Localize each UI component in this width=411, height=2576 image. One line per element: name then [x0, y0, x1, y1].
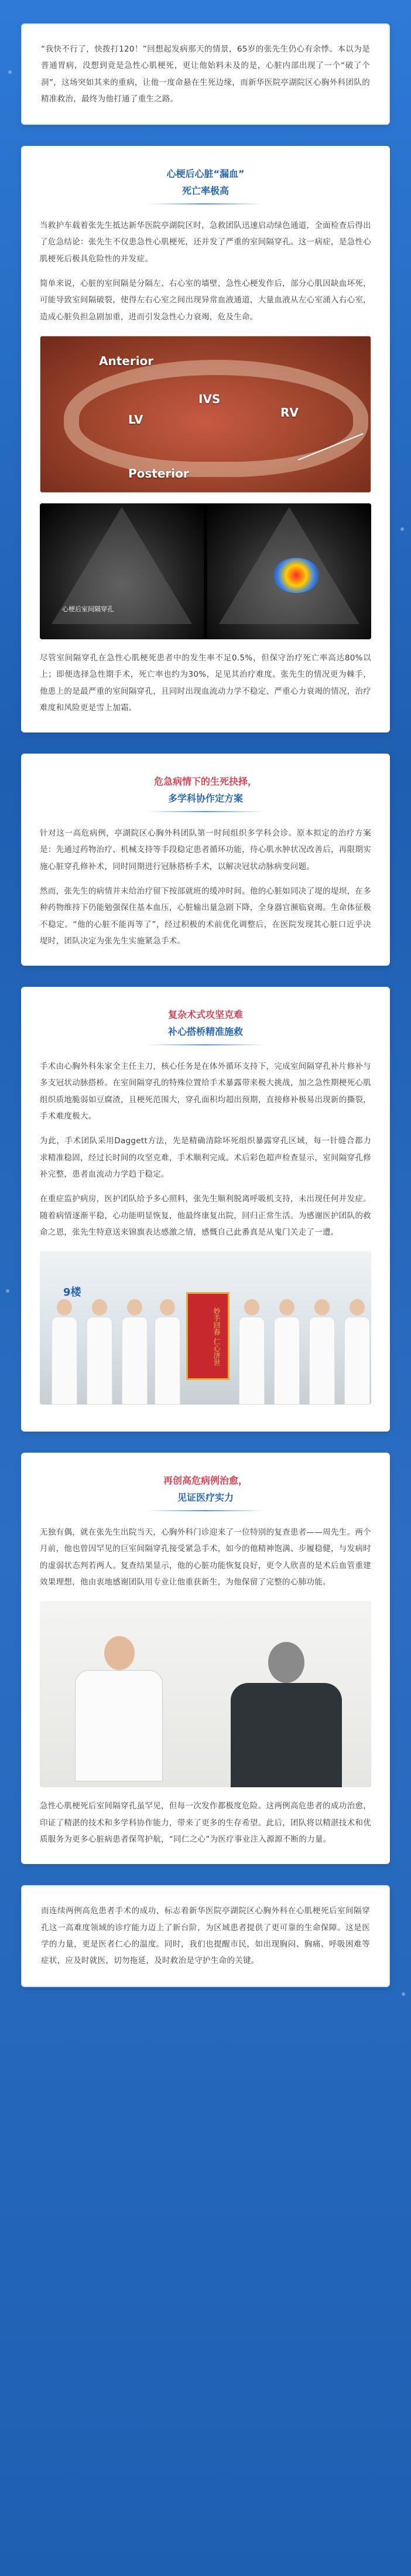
person-figure [239, 1299, 265, 1405]
section-heading-line2: 补心搭桥精准施救 [167, 1026, 243, 1038]
echo-caption: 心梗后室间隔穿孔 [62, 605, 114, 614]
intro-card [21, 23, 390, 125]
heading-underline [147, 1510, 264, 1511]
body-paragraph: 然而，张先生的病情并未给治疗留下按部就班的缓冲时间。他的心脏如同决了堤的堤坝，在多种药物维持下仍能勉强保住基本血压，心脏输出量急剧下降，全身器官濒临衰竭。生命体征极不稳定。“他的心脏不能再等了”，经过积极的术前优化调整后，在医院发现其心脏口近乎决堤时，团队决定为张先生实施紧急手术。 [40, 887, 371, 946]
heart-wall-shape [64, 360, 368, 477]
person-figure [52, 1299, 77, 1405]
decor-dot [6, 1289, 9, 1293]
section-heading-line2: 死亡率极高 [181, 185, 229, 197]
section-heading [40, 166, 371, 205]
echocardiogram-image [40, 503, 371, 639]
section-heading-line1: 复杂术式攻坚克难 [167, 1009, 243, 1021]
section-heading-line1: 心梗后心脏“漏血” [166, 168, 245, 180]
silk-banner: 妙手回春 仁心济世 [186, 1292, 230, 1380]
body-paragraph: 针对这一高危病例，亭湖院区心胸外科团队第一时间组织多学科会诊。原本拟定的治疗方案是：先通过药物治疗、机械支持等手段稳定患者循环功能，待心肌水肿状况改善后，再限期实施心脏穿孔修补术，同时同期进行冠脉搭桥手术，以解决冠状动脉病变问题。 [40, 829, 371, 871]
section-heading [40, 1473, 371, 1511]
section-heading-line1: 再创高危病例治愈， [163, 1475, 248, 1487]
body-paragraph: 当救护车载着张先生抵达新华医院亭湖院区时，急救团队迅速启动绿色通道，全面检查后得出了危急结论：张先生不仅患急性心肌梗死，还并发了严重的室间隔穿孔。这一病症，是急性心肌梗死后极具危险性的并发症。 [40, 220, 371, 264]
label-posterior: Posterior [128, 466, 189, 481]
section-heading [40, 774, 371, 812]
label-rv: RV [280, 406, 299, 420]
section-complex-surgery [21, 987, 390, 1432]
label-anterior: Anterior [99, 354, 154, 369]
section-mi-septal-rupture [21, 146, 390, 732]
body-paragraph: 为此，手术团队采用Daggett方法，先是精确清除坏死组织暴露穿孔区域，每一针缝合都力求精准稳固，经过长时间的攻坚克难，手术顺利完成。术后彩色超声检查显示，室间隔穿孔修补完整，患者血流动力学趋于稳定。 [40, 1136, 371, 1180]
echo-grayscale-panel [40, 503, 204, 639]
person-figure [122, 1299, 148, 1405]
heading-underline [147, 203, 264, 205]
patient-figure [231, 1642, 342, 1787]
body-paragraph: 简单来说，心脏的室间隔是分隔左、右心室的墙壁，急性心梗发作后，部分心肌因缺血坏死，可能导致室间隔破裂，使得左右心室之间出现异常血液通道，大量血液从左心室涌入右心室，造成心脏负担急剧加重，进而引发急性心力衰竭，危及生命。 [40, 279, 371, 322]
section-heading-line2: 多学科协作定方案 [167, 793, 243, 805]
heading-underline [147, 1044, 264, 1045]
heart-cross-section-image [40, 336, 371, 493]
section-heading-line1: 危急病情下的生死抉择， [153, 776, 257, 788]
decor-dot [400, 527, 404, 531]
decor-dot [402, 1992, 405, 1996]
section-heading-line2: 见证医疗实力 [177, 1492, 234, 1504]
team-group-photo [40, 1251, 371, 1405]
body-paragraph: 在重症监护病房，医护团队给予多心照料，张先生顺利脱离呼吸机支持，未出现任何并发症。随着病情逐渐平稳，心功能明显恢复，他最终康复出院，回归正常生活。为感谢医护团队的救命之恩，张先生特意送来锦旗表达感激之情，感慨自己此番真是从鬼门关走了一遭。 [40, 1194, 371, 1238]
decor-dot [8, 70, 12, 74]
closing-paragraph: 而连续两例高危患者手术的成功，标志着新华医院亭湖院区心胸外科在心肌梗死后室间隔穿孔这一高难度领域的诊疗能力迈上了新台阶，为区域患者提供了更可靠的生命保障。这是医学的力量，更是医者仁心的温度。同时，我们也提醒市民，如出现胸闷、胸痛、呼吸困难等症状，应及时就医，切勿拖延，及时救治是守护生命的关键。 [41, 1906, 370, 1966]
person-figure [344, 1299, 370, 1405]
intro-paragraph: “我快不行了，快拨打120！”回想起发病那天的情景，65岁的张先生仍心有余悸。本以为是普通胃病，没想到竟是急性心肌梗死，更让他始料未及的是，心脏内部出现了一个“破了个洞”，这场突如其来的重病，让他一度命悬在生死边缘，而新华医院亭湖院区心胸外科团队的精准救治，最终为他打通了重生之路。 [41, 45, 370, 104]
doctor-figure [75, 1636, 163, 1783]
section-heading [40, 1007, 371, 1045]
section-mdt-decision [21, 754, 390, 966]
person-figure [309, 1299, 335, 1405]
closing-card [21, 1885, 390, 1986]
label-ivs: IVS [198, 392, 221, 407]
body-paragraph: 手术由心胸外科朱家全主任主刀，核心任务是在体外循环支持下，完成室间隔穿孔补片修补与多支冠状动脉搭桥。在室间隔穿孔的特殊位置给手术暴露带来极大挑战，加之急性期梗死心肌组织质地脆弱如豆腐渣，且梗死范围大，穿孔面积均超出预期，直接修补极易出现新的撕裂，手术难度极大。 [40, 1062, 371, 1122]
person-figure [155, 1299, 180, 1405]
section-second-case [21, 1453, 390, 1864]
label-lv: LV [128, 413, 143, 427]
doppler-color-flow [273, 558, 320, 593]
body-paragraph: 急性心肌梗死后室间隔穿孔虽罕见，但每一次发作都极度危险。这两例高危患者的成功治愈，印证了精湛的技术和多学科协作能力，带来了更多的生存希望。此后，团队将以精湛技术和优质服务为更多心脏病患者保驾护航，“同仁之心”为医疗事业注入源源不断的力量。 [40, 1801, 371, 1845]
person-figure [274, 1299, 300, 1405]
body-paragraph: 无独有偶，就在张先生出院当天，心胸外科门诊迎来了一位特别的复查患者——周先生。两个月前，他也曾因罕见的巨室间隔穿孔接受紧急手术，如今的他精神饱满、步履稳健，与发病时的虚弱状态判若两人。复查结果显示，他的心脏功能恢复良好，更令人欣喜的是术后血管重建效果理想，他由衷地感谢团队用专业让他重获新生，为他保留了完整的心肺功能。 [40, 1528, 371, 1587]
body-paragraph: 尽管室间隔穿孔在急性心肌梗死患者中的发生率不足0.5%，但保守治疗死亡率高达80%以上；即便选择急性期手术，死亡率也约为30%，足见其治疗难度。张先生的情况更为棘手，他患上的是最严重的室间隔穿孔，且同时出现血流动力学不稳定、严重心力衰竭的情况，治疗难度和风险更是雪上加霜。 [40, 653, 371, 713]
person-figure [87, 1299, 112, 1405]
ward-sign: 9楼 [63, 1286, 81, 1299]
heading-underline [147, 811, 264, 812]
echo-doppler-panel [207, 503, 371, 639]
clinic-followup-photo [40, 1601, 371, 1787]
